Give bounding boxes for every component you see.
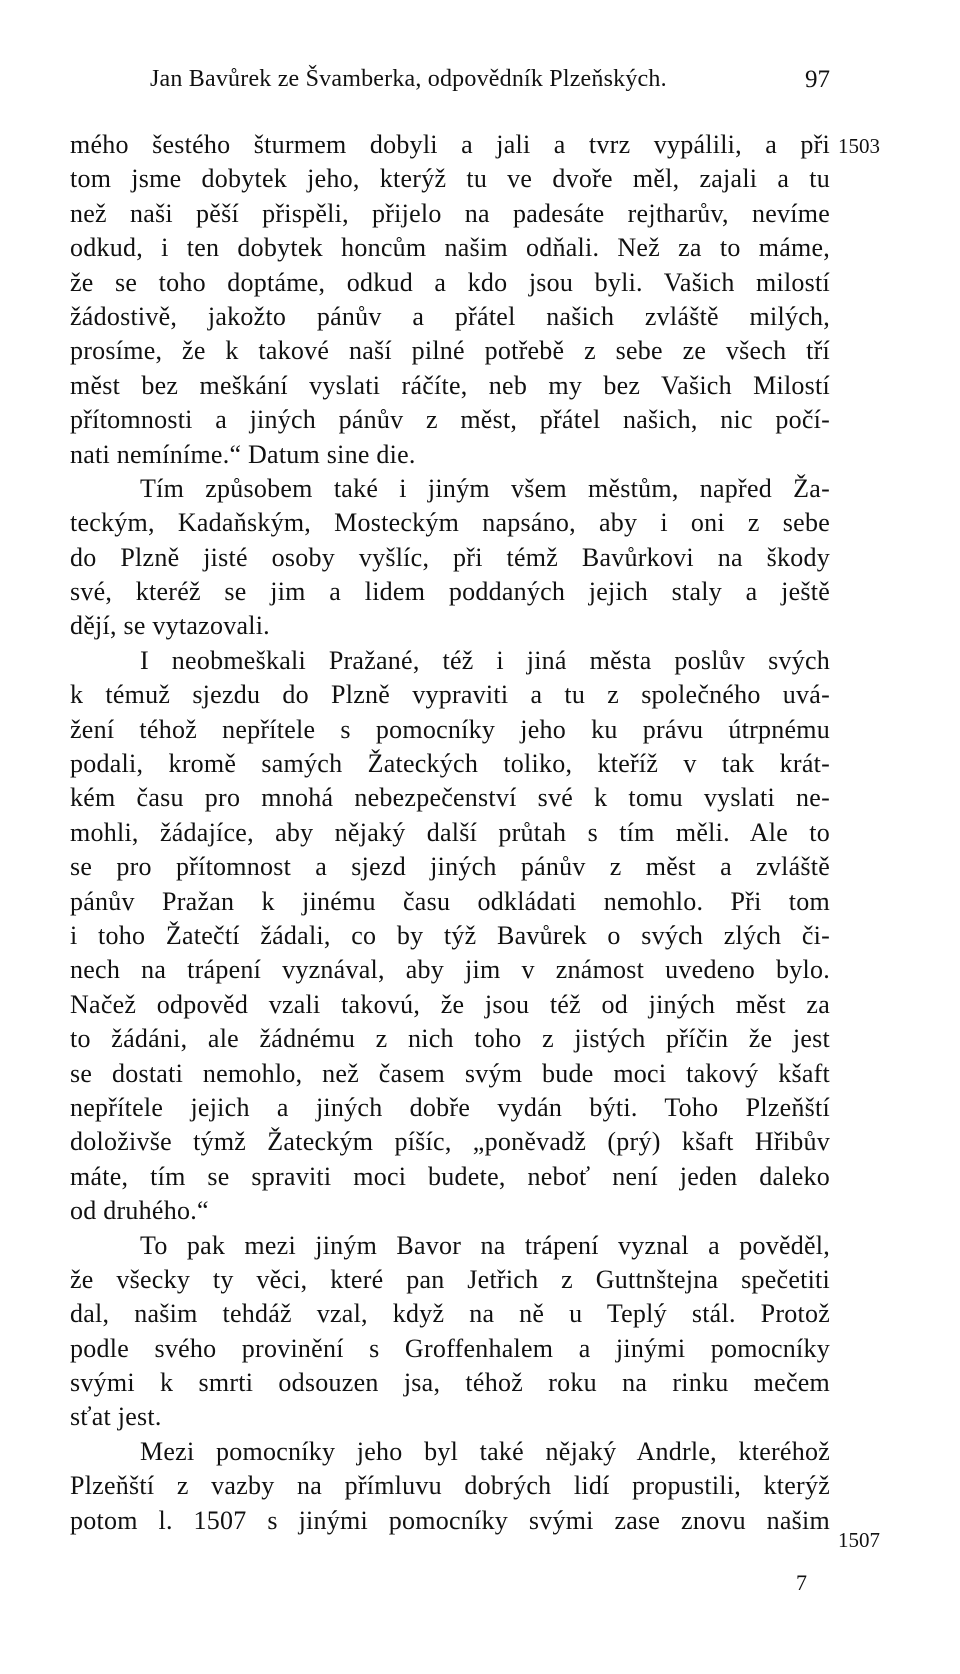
text-line: se pro přítomnost a sjezd jiných pánův z měst a zvláště xyxy=(70,852,830,882)
text-line: pánův Pražan k jinému času odkládati nemohlo. Při tom xyxy=(70,886,830,916)
text-line: se dostati nemohlo, než časem svým bude moci takový kšaft xyxy=(70,1058,830,1088)
text-line: žádostivě, jakožto pánův a přátel našich zvláště milých, xyxy=(70,301,830,331)
margin-year-1507: 1507 xyxy=(838,1528,880,1552)
running-head xyxy=(70,66,830,106)
text-line: dal, našim tehdáž vzal, když na ně u Teplý stál. Protož xyxy=(70,1299,830,1329)
text-line: teckým, Kadaňským, Mosteckým napsáno, aby i oni z sebe xyxy=(70,508,830,538)
text-line: potom l. 1507 s jinými pomocníky svými zase znovu našim xyxy=(70,1505,830,1535)
text-line: tom jsme dobytek jeho, kterýž tu ve dvoře měl, zajali a tu xyxy=(70,164,830,194)
text-line: nepřítele jejich a jiných dobře vydán býti. Toho Plzeňští xyxy=(70,1092,830,1122)
text-line: k témuž sjezdu do Plzně vypraviti a tu z společného uvá- xyxy=(70,680,830,710)
paragraph-first-line: To pak mezi jiným Bavor na trápení vyznal a pověděl, xyxy=(140,1230,830,1260)
text-line: mého šestého šturmem dobyli a jali a tvrz vypálili, a při xyxy=(70,130,830,159)
signature-mark: 7 xyxy=(796,1570,807,1595)
page-number: 97 xyxy=(805,66,830,93)
text-line: odkud, i ten dobytek honcům našim odňali. Než za to máme, xyxy=(70,233,830,263)
text-line: nati nemíníme.“ Datum sine die. xyxy=(70,439,416,469)
paragraph-first-line: Mezi pomocníky jeho byl také nějaký Andrle, kteréhož xyxy=(140,1436,830,1466)
text-line: přítomnosti a jiných pánův z měst, přátel našich, nic počí- xyxy=(70,405,830,435)
text-line: prosíme, že k takové naší pilné potřebě z sebe ze všech tří xyxy=(70,336,830,366)
text-line: že se toho doptáme, odkud a kdo jsou byli. Vašich milostí xyxy=(70,267,830,297)
text-line: než naši pěší přispěli, přijelo na padesáte rejtharův, nevíme xyxy=(70,198,830,228)
text-line: měst bez meškání vyslati ráčíte, neb my bez Vašich Milostí xyxy=(70,370,830,400)
text-line: Plzeňští z vazby na přímluvu dobrých lidí propustili, kterýž xyxy=(70,1471,830,1501)
text-line: svými k smrti odsouzen jsa, téhož roku na rinku mečem xyxy=(70,1368,830,1398)
text-line: nech na trápení vyznával, aby jim v známost uvedeno bylo. xyxy=(70,955,830,985)
text-line: to žádáni, ale žádnému z nich toho z jistých příčin že jest xyxy=(70,1024,830,1054)
text-line: Načež odpověd vzali takovú, že jsou též od jiných měst za xyxy=(70,989,830,1019)
text-line: mohli, žádajíce, aby nějaký další průtah s tím měli. Ale to xyxy=(70,817,830,847)
text-line: že všecky ty věci, které pan Jetřich z Guttnštejna spečetiti xyxy=(70,1264,830,1294)
text-line: podle svého provinění s Groffenhalem a jinými pomocníky xyxy=(70,1333,830,1363)
text-line: od druhého.“ xyxy=(70,1196,209,1226)
text-line: dějí, se vytazovali. xyxy=(70,611,270,641)
paragraph-first-line: I neobmeškali Pražané, též i jiná města poslův svých xyxy=(140,645,830,675)
running-head-title: Jan Bavůrek ze Švamberka, odpovědník Plzeňských. xyxy=(150,66,667,92)
text-line: doloživše týmž Žateckým píšíc, „poněvadž (prý) kšaft Hřibův xyxy=(70,1127,830,1157)
text-line: své, kteréž se jim a lidem poddaných jejich staly a ještě xyxy=(70,577,830,607)
text-line: sťat jest. xyxy=(70,1402,162,1432)
text-line: kém času pro mnohá nebezpečenství své k tomu vyslati ne- xyxy=(70,783,830,813)
text-line: podali, kromě samých Žateckých toliko, kteříž v tak krát- xyxy=(70,749,830,779)
body-text xyxy=(70,128,830,1538)
text-line: žení téhož nepřítele s pomocníky jeho ku právu útrpnému xyxy=(70,714,830,744)
margin-year-1503: 1503 xyxy=(838,134,880,158)
text-line: máte, tím se spraviti moci budete, neboť není jeden daleko xyxy=(70,1161,830,1191)
text-line: i toho Žatečtí žádali, co by týž Bavůrek o svých zlých či- xyxy=(70,920,830,950)
text-line: do Plzně jisté osoby vyšlíc, při témž Bavůrkovi na škody xyxy=(70,542,830,572)
paragraph-first-line: Tím způsobem také i jiným všem městům, napřed Ža- xyxy=(140,473,830,503)
